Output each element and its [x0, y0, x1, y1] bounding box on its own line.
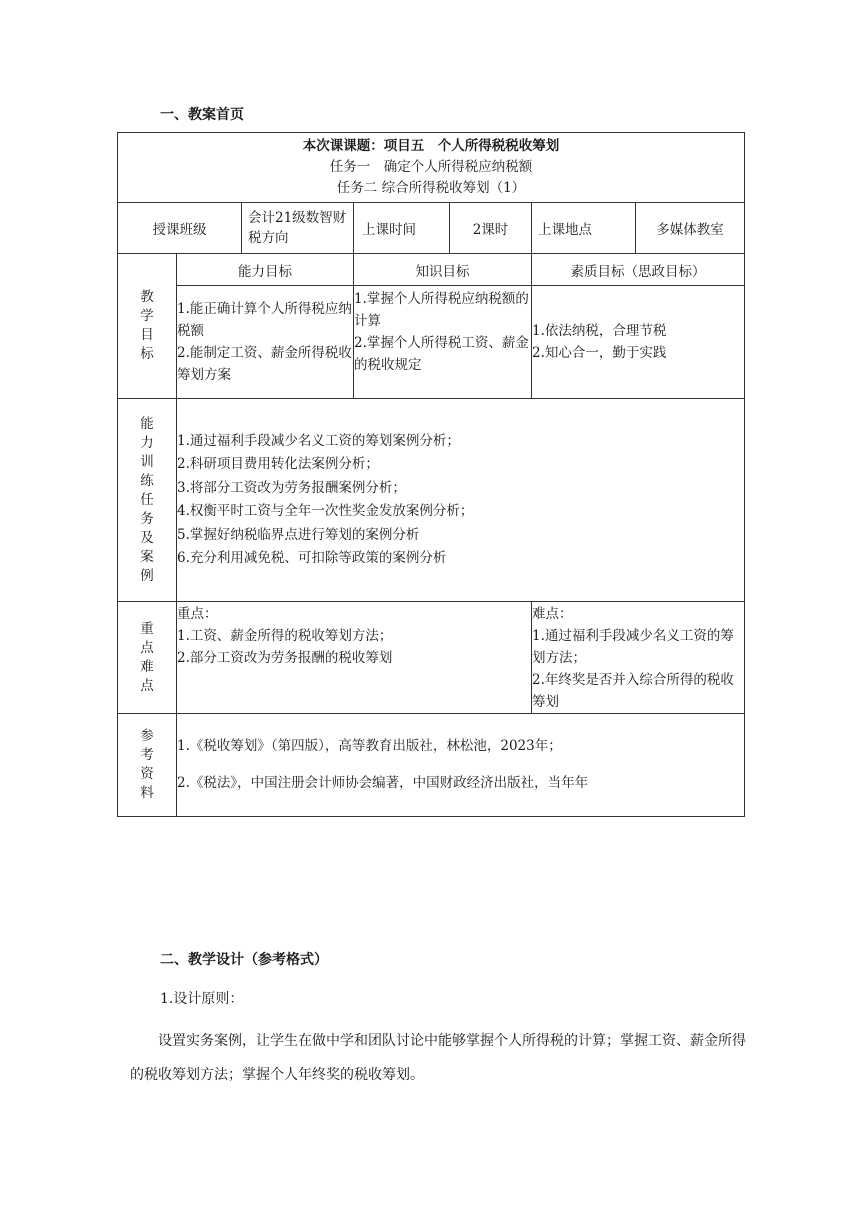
key-points-label-text: 重点难点 — [140, 620, 154, 694]
lesson-title-cell — [118, 133, 745, 203]
references-cell — [177, 714, 745, 817]
references-label-text: 参考资料 — [140, 728, 154, 801]
training-item: 5.掌握好纳税临界点进行筹划的案例分析 — [177, 526, 420, 543]
objectives-label — [118, 254, 177, 399]
quality-item: 2.知心合一，勤于实践 — [532, 345, 667, 361]
knowledge-item: 2.掌握个人所得税工资、薪金的税收规定 — [354, 335, 529, 373]
ability-item: 1.能正确计算个人所得税应纳税额 — [177, 301, 352, 339]
training-item: 3.将部分工资改为劳务报酬案例分析； — [177, 479, 406, 496]
key-point-item: 2.部分工资改为劳务报酬的税收筹划 — [177, 650, 393, 666]
difficult-points-cell — [532, 602, 745, 714]
key-points-title: 重点： — [177, 606, 218, 622]
training-cases — [177, 399, 745, 602]
task-one: 任务一 确定个人所得税应纳税额 — [329, 159, 533, 175]
knowledge-objectives — [354, 286, 532, 399]
training-item: 6.充分利用减免税、可扣除等政策的案例分析 — [177, 550, 447, 566]
lesson-title: 本次课课题：项目五 个人所得税税收筹划 — [302, 138, 560, 154]
key-point-item: 1.工资、薪金所得的税收筹划方法； — [177, 628, 393, 644]
ability-item: 2.能制定工资、薪金所得税收筹划方案 — [177, 345, 352, 383]
quality-objectives — [532, 286, 745, 399]
design-principle-paragraph: 设置实务案例，让学生在做中学和团队讨论中能够掌握个人所得税的计算；掌握工资、薪金所得的税收筹划方法；掌握个人年终奖的税收筹划。 — [130, 1033, 746, 1083]
header-knowledge: 知识目标 — [354, 254, 532, 286]
references-label — [118, 714, 177, 817]
reference-item: 2.《税法》，中国注册会计师协会编著，中国财政经济出版社，当年年 — [177, 775, 589, 791]
training-item: 4.权衡平时工资与全年一次性奖金发放案例分析； — [177, 503, 474, 519]
difficult-point-item: 1.通过福利手段减少名义工资的筹划方法； — [532, 628, 734, 666]
key-points-label — [118, 602, 177, 714]
place-label: 上课地点 — [532, 203, 636, 254]
ability-objectives — [177, 286, 354, 399]
class-label: 授课班级 — [118, 203, 242, 254]
knowledge-item: 1.掌握个人所得税应纳税额的计算 — [354, 291, 529, 329]
training-label — [118, 399, 177, 602]
lesson-plan-table — [117, 132, 745, 817]
section-heading-lesson-home: 一、教案首页 — [160, 107, 244, 123]
header-quality: 素质目标（思政目标） — [532, 254, 745, 286]
difficult-points-title: 难点： — [532, 606, 573, 622]
task-two: 任务二 综合所得税收筹划（1） — [336, 180, 526, 196]
training-item: 1.通过福利手段减少名义工资的筹划案例分析； — [177, 432, 460, 449]
place-value: 多媒体教室 — [636, 203, 745, 254]
design-principle-heading: 1.设计原则： — [160, 991, 244, 1007]
header-ability: 能力目标 — [177, 254, 354, 286]
time-label: 上课时间 — [354, 203, 450, 254]
objectives-label-text: 教学目标 — [140, 289, 154, 362]
class-value: 会计21级数智财税方向 — [242, 203, 354, 254]
training-item: 2.科研项目费用转化法案例分析； — [177, 456, 379, 472]
time-value: 2课时 — [450, 203, 532, 254]
training-label-text: 能力训练任务及案例 — [140, 415, 154, 584]
reference-item: 1.《税收筹划》（第四版），高等教育出版社，林松池，2023年； — [177, 738, 562, 754]
quality-item: 1.依法纳税，合理节税 — [532, 323, 667, 339]
key-points-cell — [177, 602, 532, 714]
section-heading-teaching-design: 二、教学设计（参考格式） — [160, 952, 328, 968]
difficult-point-item: 2.年终奖是否并入综合所得的税收筹划 — [532, 672, 734, 710]
